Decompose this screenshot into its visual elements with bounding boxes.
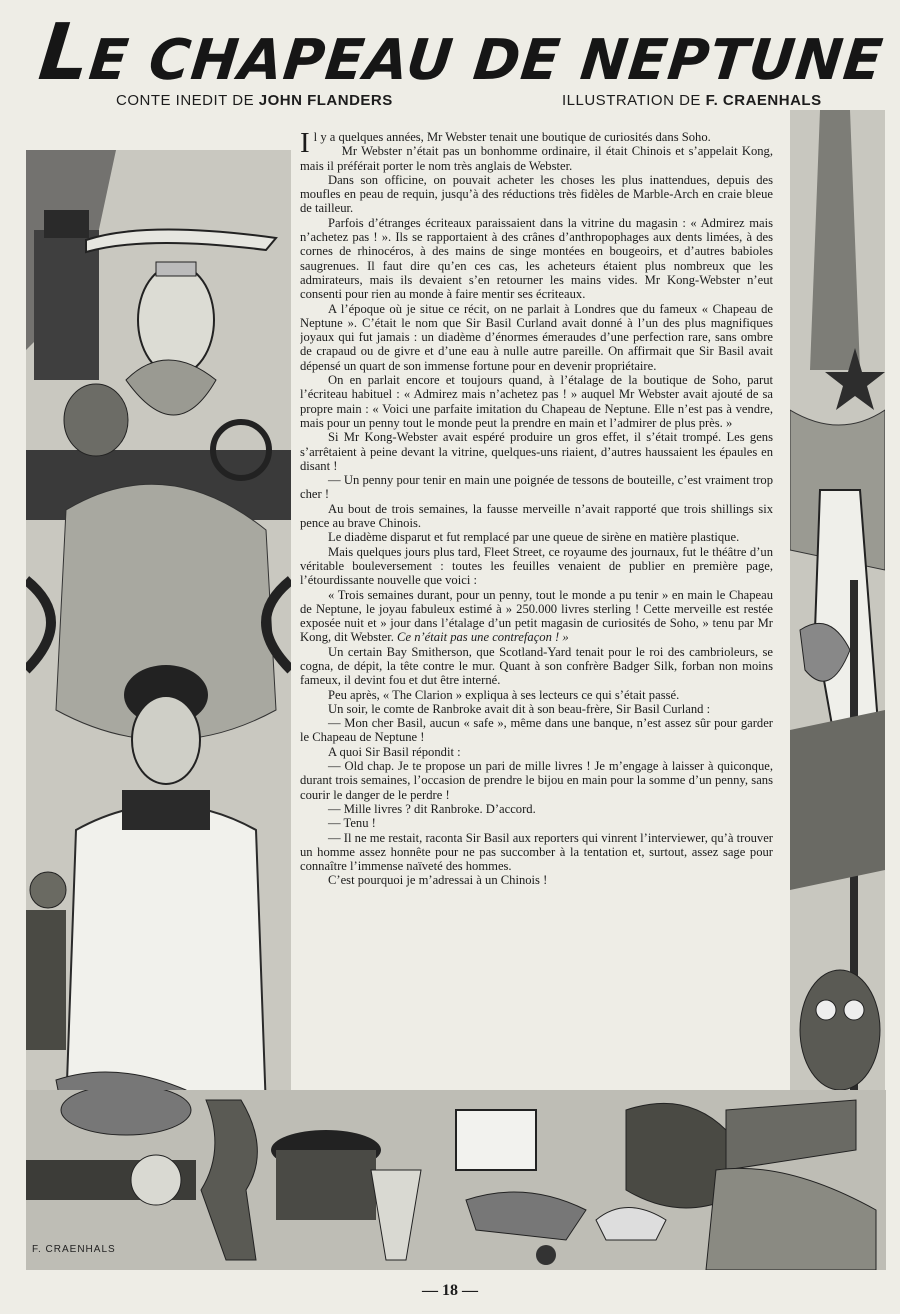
paragraph-12: « Trois semaines durant, pour un penny, tout le monde a pu tenir » en main le Chapeau de Neptune, le joyau fabuleux estimé à » 250.000 livres sterling ! Cette merveille est restée exposée nuit et » jour dans l’étalage d’un petit magasin de curiosités de Soho, » tenu par Mr Kong, dit Webster. Ce n’était pas une contrefaçon ! » [300, 587, 773, 645]
man-face [132, 696, 200, 784]
paragraph-18: — Old chap. Je te propose un pari de mille livres ! Je m’engage à laisser à quiconque, durant trois semaines, l’occasion de prendre le bijou en main pour la somme d’un penny, sans courir le danger de le perdre ! [300, 759, 773, 802]
paragraph-19: — Mille livres ? dit Ranbroke. D’accord. [328, 801, 536, 816]
bottom-illustration [26, 1090, 886, 1270]
italic-quote: Ce n’était pas une contrefaçon ! » [393, 630, 569, 645]
paragraph-2: Mr Webster n’était pas un bonhomme ordinaire, il était Chinois et s’appelait Kong, mais il préférait porter le nom très anglais de Webster. [300, 144, 773, 173]
paragraph-13: Un certain Bay Smitherson, que Scotland-Yard tenait pour le roi des cambrioleurs, se cogna, de dépit, la tête contre le mur. Quant à son confrère Badger Silk, forban non moins fameux, il devint fou et dut être interné. [300, 644, 773, 688]
right-illustration [790, 110, 885, 1260]
mask-figure [64, 384, 128, 456]
paragraph-6: On en parlait encore et toujours quand, à l’étalage de la boutique de Soho, parut l’écriteau habituel : « Admirez mais n’achetez pas ! » auquel Mr Webster avait ajouté de sa propre main : « Voici une parfaite imitation du Chapeau de Neptune. Elle n’est pas à vendre, mais pour un penny tout le monde peut la prendre en main et l’admirer de plus près. » [300, 373, 773, 430]
tiki-statue [34, 230, 99, 380]
illustrator-name: F. CRAENHALS [705, 92, 822, 109]
paragraph-9: Au bout de trois semaines, la fausse merveille n’avait rapporté que trois shillings six pence au brave Chinois. [300, 501, 773, 531]
paragraph-4: Parfois d’étranges écriteaux paraissaient dans la vitrine du magasin : « Admirez mais n’achetez pas ! ». Ils se rapportaient à des crânes d’anthropophages aux dents limées, à des cornes de rhinocéros, à des mains de singe montées en bougeoirs, et d’autres babioles saugrenues. Il faut dire qu’en ces cas, les acheteurs étaient plus nombreux que les admirateurs, mais ils devaient s’en retourner les mains vides. Mr Kong-Webster n’eut consenti pour rien au monde à faire mentir ses écriteaux. [300, 215, 773, 302]
vase-figure [138, 265, 214, 375]
illustrator-signature: F. CRAENHALS [32, 1244, 116, 1255]
title-rest: E CHAPEAU DE NEPTUNE [86, 28, 887, 93]
page-number: — 18 — [422, 1282, 478, 1299]
illustrator-credit-prefix: ILLUSTRATION DE [562, 92, 706, 109]
beetle-figure [536, 1245, 556, 1265]
illustrator-credit [562, 92, 822, 109]
paragraph-15: Un soir, le comte de Ranbroke avait dit à son beau-frère, Sir Basil Curland : [328, 701, 711, 716]
paragraph-21: — Il ne me restait, raconta Sir Basil aux reporters qui vinrent l’interviewer, qu’à trouver un homme assez honnête pour ne pas succomber à la tentation et, surtout, assez sage pour connaître l’immense naïveté des hommes. [300, 830, 773, 874]
drop-cap: I [300, 130, 310, 159]
paragraph-5: A l’époque où je situe ce récit, on ne parlait à Londres que du fameux « Chapeau de Neptune ». C’était le nom que Sir Basil Curland avait donné à l’un des plus magnifiques joyaux qui fut jamais : un diadème d’énormes émeraudes d’une perfection rare, sans ombre de crapaud ou de givre et d’une eau à nulle autre pareille. On affirmait que Sir Basil avait dépensé un quart de son immense fortune pour en devenir propriétaire. [300, 301, 773, 373]
title-initial: L [34, 8, 96, 98]
owl-figure [800, 970, 880, 1090]
story-text [300, 130, 773, 1090]
paragraph-20: — Tenu ! [328, 816, 376, 831]
paragraph-3: Dans son officine, on pouvait acheter les choses les plus inattendues, depuis des moufles en peau de requin, jusqu’à des réductions très fidèles de Marble-Arch en craie bleue de tailleur. [300, 172, 773, 216]
paragraph-17: A quoi Sir Basil répondit : [328, 744, 461, 759]
paragraph-10: Le diadème disparut et fut remplacé par une queue de sirène en matière plastique. [328, 530, 740, 545]
author-name: JOHN FLANDERS [258, 92, 393, 109]
paragraph-14: Peu après, « The Clarion » expliqua à ses lecteurs ce qui s’était passé. [328, 687, 680, 702]
paragraph-16: — Mon cher Basil, aucun « safe », même dans une banque, n’est assez sûr pour garder le Chapeau de Neptune ! [300, 716, 773, 745]
paragraph-7: Si Mr Kong-Webster avait espéré produire un gros effet, il s’était trompé. Les gens s’arrêtaient à peine devant la vitrine, quelques-uns riaient, d’autres haussaient les épaules en disant ! [300, 430, 773, 473]
carved-plate [61, 1090, 191, 1135]
glass-box [456, 1110, 536, 1170]
paragraph-22: C’est pourquoi je m’adressai à un Chinois ! [328, 873, 548, 888]
man-robe [66, 805, 266, 1110]
paragraph-8: — Un penny pour tenir en main une poignée de tessons de bouteille, c’est vraiment trop cher ! [300, 473, 773, 502]
author-credit-prefix: CONTE INEDIT DE [116, 92, 259, 109]
story-title [34, 8, 895, 98]
paragraph-1: Il y a quelques années, Mr Webster tenait une boutique de curiosités dans Soho. [300, 130, 711, 159]
author-credit [116, 92, 393, 109]
tribal-mask [626, 1103, 726, 1208]
paragraph-11: Mais quelques jours plus tard, Fleet Street, ce royaume des journaux, fut le théâtre d’un véritable bouleversement : toutes les feuilles venaient de publier en première page, l’étourdissante nouvelle que voici : [300, 544, 773, 588]
